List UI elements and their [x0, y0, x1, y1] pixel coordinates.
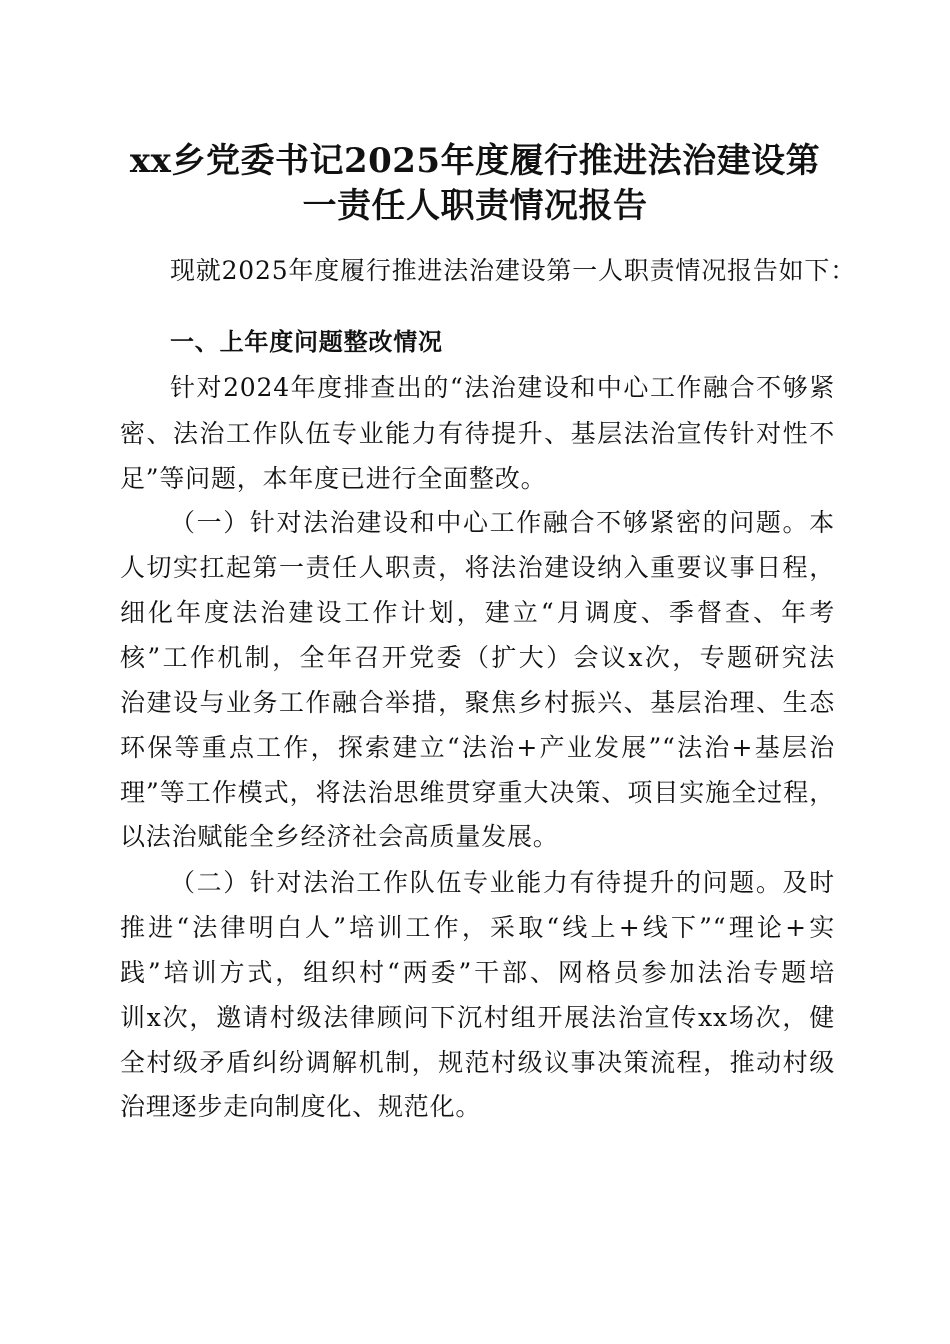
- paragraph-1-line: 针对2024年度排查出的“法治建设和中心工作融合不够紧: [170, 373, 835, 402]
- paragraph-2-line: 核”工作机制，全年召开党委（扩大）会议x次，专题研究法: [120, 643, 835, 672]
- paragraph-3-line: 全村级矛盾纠纷调解机制，规范村级议事决策流程，推动村级: [120, 1048, 835, 1077]
- paragraph-3-line: 践”培训方式，组织村“两委”干部、网格员参加法治专题培: [120, 958, 835, 987]
- section-heading: 一、上年度问题整改情况: [170, 328, 443, 356]
- paragraph-3-line: （二）针对法治工作队伍专业能力有待提升的问题。及时: [170, 868, 835, 897]
- paragraph-2-line: 人切实扛起第一责任人职责，将法治建设纳入重要议事日程，: [120, 553, 835, 582]
- paragraph-3-line: 训x次，邀请村级法律顾问下沉村组开展法治宣传xx场次，健: [120, 1003, 835, 1032]
- paragraph-2-line: 以法治赋能全乡经济社会高质量发展。: [120, 822, 559, 851]
- paragraph-1-line: 密、法治工作队伍专业能力有待提升、基层法治宣传针对性不: [120, 419, 835, 448]
- paragraph-1-line: 足”等问题，本年度已进行全面整改。: [120, 464, 547, 493]
- paragraph-2-line: 细化年度法治建设工作计划，建立“月调度、季督查、年考: [120, 598, 835, 627]
- paragraph-3-line: 治理逐步走向制度化、规范化。: [120, 1092, 482, 1121]
- paragraph-3-line: 推进“法律明白人”培训工作，采取“线上+线下”“理论+实: [120, 913, 835, 942]
- paragraph-2-line: 治建设与业务工作融合举措，聚焦乡村振兴、基层治理、生态: [120, 688, 835, 717]
- document-title-line-2: 一责任人职责情况报告: [302, 186, 648, 226]
- paragraph-2-line: 理”等工作模式，将法治思维贯穿重大决策、项目实施全过程，: [120, 778, 835, 807]
- paragraph-2-line: （一）针对法治建设和中心工作融合不够紧密的问题。本: [170, 508, 835, 537]
- document-title-line-1: xx乡党委书记2025年度履行推进法治建设第: [129, 141, 821, 181]
- intro-paragraph: 现就2025年度履行推进法治建设第一人职责情况报告如下：: [170, 256, 857, 285]
- paragraph-2-line: 环保等重点工作，探索建立“法治+产业发展”“法治+基层治: [120, 733, 835, 762]
